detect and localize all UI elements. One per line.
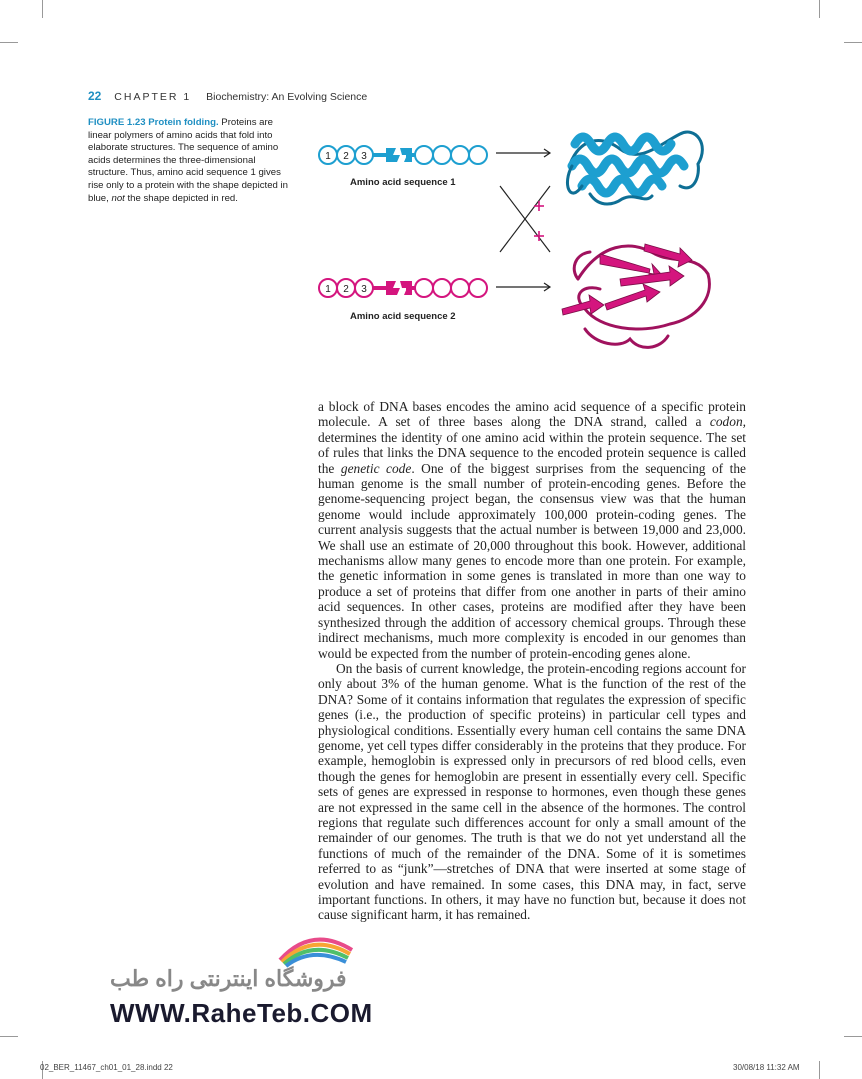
- paragraph: On the basis of current knowledge, the protein-encoding regions account for only about 3% of the human genome. What is the function of the rest of the DNA? Some of it contains information that regulates the expression of specific genes (i.e., the production of specific proteins) in particular cell types and physiological conditions. Essentially every human cell contains the same DNA genome, yet cell types differ considerably in the proteins that they produce. For example, hemoglobin is expressed only in precursors of red blood cells, even though the genes for hemoglobin are present in essentially every cell. Specific sets of genes are expressed in response to hormones, even though these genes are not expressed in the same cell in the absence of the hormones. The control regions that regulate such differences account for only a small amount of the remainder of our genomes. The truth is that we do not yet understand all the functions of much of the remainder of the DNA. Some of it is sometimes referred to as “junk”—stretches of DNA that were inserted at some stage of evolution and have remained. In some cases, this DNA may, in fact, serve important functions. In others, it may have no function but, because it does not cause significant harm, it has remained.: [318, 660, 746, 923]
- protein-folding-figure: [300, 104, 720, 364]
- figure-graphic: [300, 104, 720, 364]
- figure-label: FIGURE 1.23: [88, 117, 146, 128]
- red-beta-sheet-protein: [562, 244, 709, 347]
- bead-number: 2: [343, 284, 349, 295]
- watermark-persian: فروشگاه اینترنتی راه طب: [110, 966, 347, 991]
- bead-number: 3: [361, 151, 367, 162]
- footer-date: 30/08/18 11:32 AM: [733, 1063, 800, 1072]
- blue-helical-protein: [567, 132, 702, 204]
- crop-mark: [819, 1061, 820, 1079]
- crop-mark: [0, 42, 18, 43]
- arrows: [496, 149, 550, 291]
- bead-number: 2: [343, 151, 349, 162]
- text-run: . One of the biggest surprises from the sequencing of the human genome is the small number of protein-encoding genes. Before the genome-sequencing project began, the consensus view was that the human genome would include approximately 100,000 protein-coding genes. The current analysis suggests that the actual number is between 19,000 and 23,000. We shall use an estimate of 20,000 throughout this book. However, additional mechanisms allow many genes to encode more than one protein. For example, the genetic information in some genes is translated in more than one way to produce a set of proteins that differ from one another in parts of their amino acid sequences. In other cases, proteins are modified after they have been synthesized through the addition of accessory chemical groups. Through these indirect mechanisms, much more complexity is encoded in our genomes than would be expected from the number of protein-encoding genes alone.: [318, 460, 746, 661]
- caption-text: Proteins are linear polymers of amino acids that fold into elaborate structures. The sequence of amino acids determines the three-dimensional structure. Thus, amino acid sequence 1 gives rise only to a protein with the shape depicted in blue,: [88, 117, 288, 204]
- running-header: [88, 89, 367, 103]
- watermark-logo: [272, 920, 362, 970]
- body-text: [318, 399, 746, 923]
- crop-mark: [844, 1036, 862, 1037]
- paragraph: [318, 399, 746, 661]
- caption-text-end: the shape depicted in red.: [124, 192, 238, 204]
- sequence-2-label: Amino acid sequence 2: [350, 311, 456, 322]
- bead-number: 1: [325, 284, 331, 295]
- figure-caption: [88, 117, 288, 205]
- bead-number: 3: [361, 284, 367, 295]
- crop-mark: [844, 42, 862, 43]
- chapter-title: Biochemistry: An Evolving Science: [206, 91, 368, 103]
- page-number: 22: [88, 89, 102, 103]
- watermark-url: WWW.RaheTeb.COM: [110, 998, 373, 1028]
- sequence-1-label: Amino acid sequence 1: [350, 177, 456, 188]
- crop-mark: [819, 0, 820, 18]
- term-genetic-code: genetic code: [340, 460, 412, 476]
- crop-mark: [42, 0, 43, 18]
- chapter-label: CHAPTER 1: [114, 91, 192, 103]
- amino-acid-chain-red: [319, 279, 487, 297]
- text-run: a block of DNA bases encodes the amino acid sequence of a specific protein molecule. A set of three bases along the DNA strand, called a: [318, 399, 746, 430]
- cross-marks: [534, 201, 544, 241]
- caption-emphasis: not: [111, 192, 125, 204]
- figure-title: Protein folding.: [148, 117, 219, 128]
- amino-acid-chain-blue: [319, 146, 487, 164]
- bead-number: 1: [325, 151, 331, 162]
- term-codon: codon,: [709, 414, 746, 430]
- text-run: determines the identity of one amino acid within the protein sequence. The set of rules that links the DNA sequence to the encoded protein sequence is called the: [318, 429, 746, 476]
- footer-file: 02_BER_11467_ch01_01_28.indd 22: [40, 1063, 173, 1072]
- crop-mark: [0, 1036, 18, 1037]
